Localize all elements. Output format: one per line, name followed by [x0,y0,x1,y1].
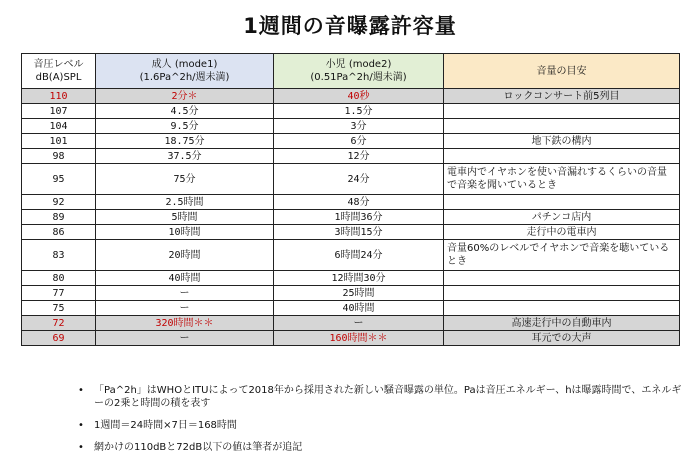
note-text: 網かけの110dBと72dB以下の値は筆者が追記 [94,442,303,453]
bullet-icon: • [78,442,84,453]
note-item [78,384,688,410]
guide-cell: パチンコ店内 [444,210,680,225]
child-cell: 12分 [274,149,444,164]
adult-cell: 320時間＊＊ [96,316,274,331]
note-text: 1週間＝24時間×7日＝168時間 [94,420,237,431]
guide-cell [444,286,680,301]
child-cell: 6分 [274,134,444,149]
child-cell: 48分 [274,195,444,210]
level-cell: 104 [22,119,96,134]
child-cell: 12時間30分 [274,271,444,286]
note-item [78,441,688,454]
header-row [22,54,680,89]
header-adult [96,54,274,89]
child-cell: 25時間 [274,286,444,301]
guide-cell: 耳元での大声 [444,331,680,346]
level-cell: 107 [22,104,96,119]
header-level [22,54,96,89]
table-row [22,195,680,210]
child-cell: 6時間24分 [274,240,444,271]
child-cell: 1時間36分 [274,210,444,225]
level-cell: 75 [22,301,96,316]
guide-cell: 地下鉄の構内 [444,134,680,149]
guide-cell: 音量60%のレベルでイヤホンで音楽を聴いているとき [444,240,680,271]
child-cell: 3時間15分 [274,225,444,240]
level-cell: 86 [22,225,96,240]
child-cell: 40時間 [274,301,444,316]
adult-cell: 4.5分 [96,104,274,119]
guide-cell: 電車内でイヤホンを使い音漏れするくらいの音量で音楽を聞いているとき [444,164,680,195]
child-cell: ー [274,316,444,331]
exposure-table [21,53,680,346]
header-child-line1: 小児 (mode2) [325,59,392,70]
adult-cell: 5時間 [96,210,274,225]
adult-cell: 2分＊ [96,89,274,104]
child-cell: 24分 [274,164,444,195]
bullet-icon: • [78,385,84,396]
child-cell: 3分 [274,119,444,134]
header-child-line2: (0.51Pa^2h/週未満) [310,72,407,83]
level-cell: 92 [22,195,96,210]
adult-cell: ー [96,331,274,346]
guide-cell [444,149,680,164]
table-row [22,134,680,149]
notes [78,384,688,463]
guide-cell: ロックコンサート前5列目 [444,89,680,104]
table-row [22,225,680,240]
level-cell: 110 [22,89,96,104]
page-title: 1週間の音曝露許容量 [243,14,457,38]
header-child [274,54,444,89]
header-adult-line2: (1.6Pa^2h/週未満) [139,72,230,83]
table-row [22,331,680,346]
level-cell: 98 [22,149,96,164]
guide-cell [444,104,680,119]
guide-cell [444,195,680,210]
level-cell: 83 [22,240,96,271]
adult-cell: 2.5時間 [96,195,274,210]
table-row [22,210,680,225]
table-row [22,104,680,119]
level-cell: 77 [22,286,96,301]
note-text: 「Pa^2h」はWHOとITUによって2018年から採用された新しい騒音曝露の単位。Paは音圧エネルギー、hは曝露時間で、エネルギーの2乗と時間の積を表す [94,385,682,409]
guide-cell [444,271,680,286]
adult-cell: 40時間 [96,271,274,286]
level-cell: 80 [22,271,96,286]
guide-cell [444,119,680,134]
level-cell: 95 [22,164,96,195]
table-row [22,286,680,301]
table-row [22,119,680,134]
adult-cell: 9.5分 [96,119,274,134]
table-row [22,240,680,271]
table-row [22,164,680,195]
adult-cell: ー [96,286,274,301]
level-cell: 89 [22,210,96,225]
adult-cell: 37.5分 [96,149,274,164]
adult-cell: 75分 [96,164,274,195]
header-level-line1: 音圧レベル [33,59,84,70]
header-level-line2: dB(A)SPL [35,72,82,83]
table-row [22,316,680,331]
table-row [22,301,680,316]
guide-cell [444,301,680,316]
bullet-icon: • [78,420,84,431]
table-row [22,89,680,104]
guide-cell: 走行中の電車内 [444,225,680,240]
header-adult-line1: 成人 (mode1) [151,59,218,70]
level-cell: 101 [22,134,96,149]
level-cell: 72 [22,316,96,331]
child-cell: 1.5分 [274,104,444,119]
table-row [22,271,680,286]
table-row [22,149,680,164]
note-item [78,419,688,432]
header-guide: 音量の目安 [444,54,680,89]
adult-cell: 10時間 [96,225,274,240]
child-cell: 160時間＊＊ [274,331,444,346]
level-cell: 69 [22,331,96,346]
adult-cell: 20時間 [96,240,274,271]
guide-cell: 高速走行中の自動車内 [444,316,680,331]
adult-cell: ー [96,301,274,316]
adult-cell: 18.75分 [96,134,274,149]
child-cell: 40秒 [274,89,444,104]
